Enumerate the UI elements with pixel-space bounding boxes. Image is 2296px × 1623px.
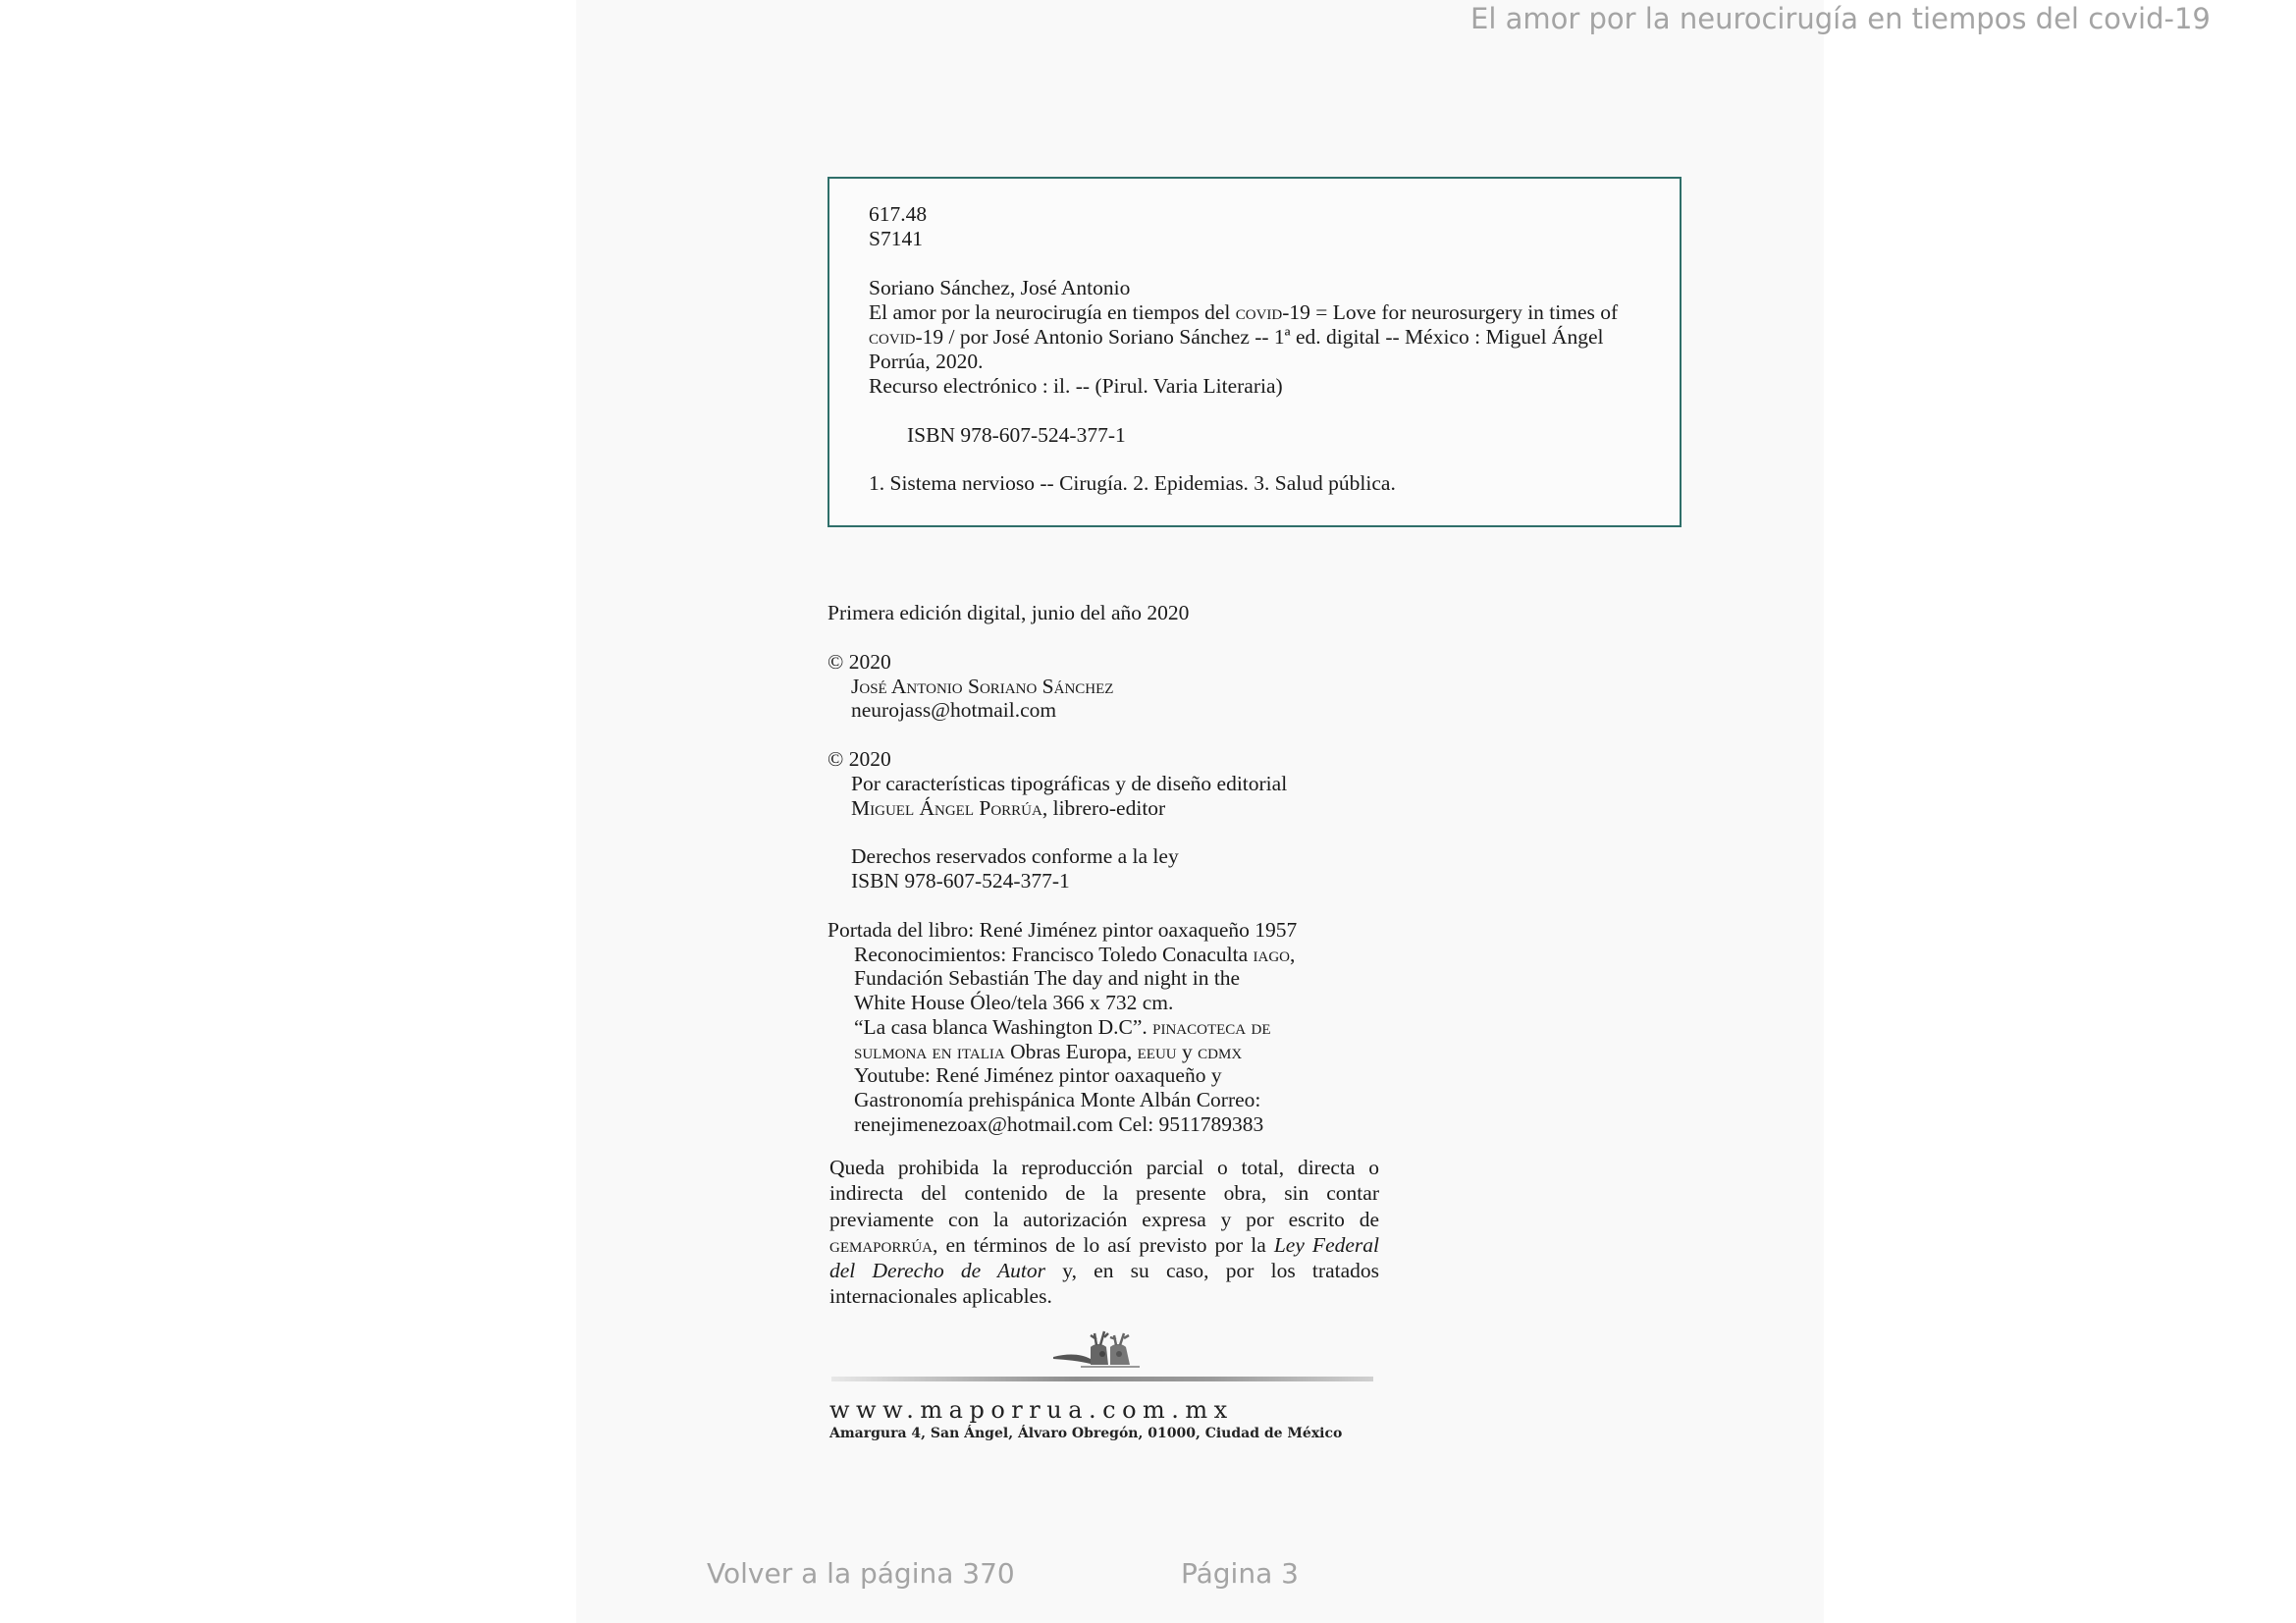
copyright-author-name: José Antonio Soriano Sánchez	[851, 675, 1114, 698]
catalog-card	[828, 177, 1682, 527]
copyright-author-year: © 2020	[828, 650, 891, 674]
copyright-publisher-year: © 2020	[828, 747, 891, 771]
first-edition: Primera edición digital, junio del año 2020	[828, 601, 1190, 624]
card-title: El amor por la neurocirugía en tiempos del covid-19 = Love for neurosurgery in times of covid-19 / por José Antonio Soriano Sánchez -- 1ª ed. digital -- México : Miguel Ángel Porrúa, 2020.	[869, 300, 1619, 373]
cutter-number: S7141	[869, 227, 923, 250]
edition-isbn: ISBN 978-607-524-377-1	[851, 869, 1070, 893]
card-resource: Recurso electrónico : il. -- (Pirul. Varia Literaria)	[869, 374, 1283, 398]
publisher-address: Amargura 4, San Ángel, Álvaro Obregón, 01000, Ciudad de México	[829, 1426, 1343, 1441]
card-subjects: 1. Sistema nervioso -- Cirugía. 2. Epidemias. 3. Salud pública.	[869, 471, 1396, 495]
design-rights: Por características tipográficas y de diseño editorial	[851, 772, 1288, 795]
copyright-author-email: neurojass@hotmail.com	[851, 698, 1057, 722]
cover-line: Fundación Sebastián The day and night in the	[854, 966, 1241, 990]
publisher-website: www.maporrua.com.mx	[829, 1396, 1234, 1424]
running-header: El amor por la neurocirugía en tiempos del covid-19	[1470, 2, 2211, 35]
deer-logo-icon	[1051, 1324, 1144, 1373]
book-page	[576, 0, 2211, 1623]
cover-line: Youtube: René Jiménez pintor oaxaqueño y	[854, 1063, 1222, 1087]
legal-notice: Queda prohibida la reproducción parcial o total, directa o indirecta del contenido de la presente obra, sin contar previamente con la autorización expresa y por escrito de gemaporrúa, en términos de lo así previsto por la Ley Federal del Derecho de Autor y, en su caso, por los tratados internacionales aplicables.	[829, 1156, 1379, 1309]
rights-reserved: Derechos reservados conforme a la ley	[851, 844, 1179, 868]
page-number: Página 3	[1181, 1557, 1299, 1590]
back-to-page-link[interactable]: Volver a la página 370	[707, 1557, 1015, 1590]
cover-line: sulmona en italia Obras Europa, eeuu y cdmx	[854, 1040, 1243, 1063]
cover-credit: Portada del libro: René Jiménez pintor oaxaqueño 1957	[828, 918, 1298, 942]
card-isbn: ISBN 978-607-524-377-1	[907, 423, 1126, 447]
divider-rule	[831, 1377, 1373, 1381]
cover-line: White House Óleo/tela 366 x 732 cm.	[854, 991, 1174, 1014]
cover-line: Reconocimientos: Francisco Toledo Conaculta iago,	[854, 943, 1296, 966]
cover-line: renejimenezoax@hotmail.com Cel: 9511789383	[854, 1112, 1264, 1136]
cover-line: “La casa blanca Washington D.C”. pinacoteca de	[854, 1015, 1271, 1039]
publisher-line: Miguel Ángel Porrúa, librero-editor	[851, 796, 1166, 820]
cover-line: Gastronomía prehispánica Monte Albán Correo:	[854, 1088, 1261, 1111]
class-number: 617.48	[869, 202, 928, 226]
card-author: Soriano Sánchez, José Antonio	[869, 276, 1131, 299]
